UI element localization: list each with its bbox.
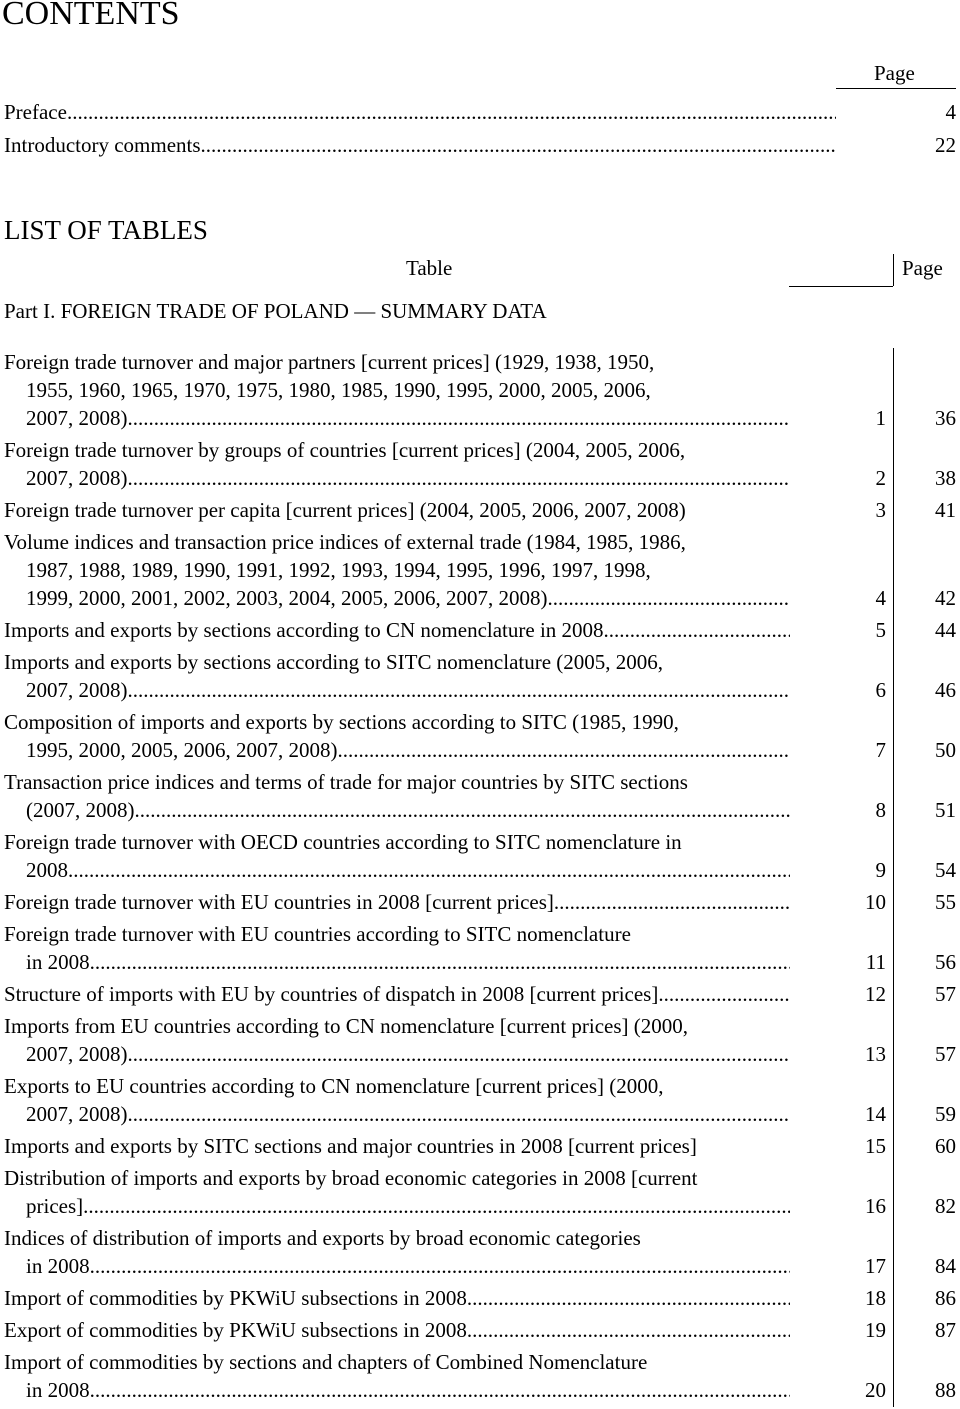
table-number: 9 — [875, 858, 886, 882]
table-title-text: 2007, 2008) — [26, 678, 128, 702]
dot-leader — [554, 888, 790, 916]
dot-leader — [83, 1192, 790, 1220]
table-title-line — [4, 920, 631, 948]
table-title-line — [4, 1012, 688, 1040]
table-title-line — [4, 496, 686, 524]
dot-leader — [201, 132, 836, 158]
table-title-text: prices] — [26, 1194, 84, 1218]
table-title-line — [4, 708, 679, 736]
table-title-text: Foreign trade turnover with OECD countries according to SITC nomenclature in — [4, 830, 682, 854]
table-title-text: 1987, 1988, 1989, 1990, 1991, 1992, 1993, 1994, 1995, 1996, 1997, 1998, — [26, 558, 651, 582]
page-number: 38 — [935, 466, 956, 490]
dot-leader — [90, 1252, 790, 1280]
table-number: 15 — [865, 1134, 886, 1158]
table-title-line — [4, 888, 790, 916]
table-title-line — [26, 948, 790, 976]
page-number: 42 — [935, 586, 956, 610]
table-number: 13 — [865, 1042, 886, 1066]
table-number: 14 — [865, 1102, 886, 1126]
table-title-text: 2007, 2008) — [26, 466, 128, 490]
dot-leader — [467, 1284, 790, 1312]
table-number: 3 — [875, 498, 886, 522]
table-title-text: (2007, 2008) — [26, 798, 135, 822]
toc-item-page: 22 — [935, 133, 956, 157]
table-title-line — [26, 404, 790, 432]
toc-item-label: Preface — [4, 100, 67, 124]
table-title-line — [4, 1072, 664, 1100]
page-column-header: Page — [902, 256, 943, 280]
preface-page-header: Page — [874, 61, 915, 85]
table-title-text: 2007, 2008) — [26, 406, 128, 430]
toc-item-page: 4 — [945, 100, 956, 124]
column-divider — [893, 348, 894, 1407]
table-title-line — [26, 1040, 790, 1068]
dot-leader — [90, 948, 790, 976]
table-title-line — [26, 584, 790, 612]
page-number: 87 — [935, 1318, 956, 1342]
header-underline — [789, 286, 893, 287]
table-title-text: 2008 — [26, 858, 68, 882]
table-title-text: Import of commodities by sections and chapters of Combined Nomenclature — [4, 1350, 648, 1374]
dot-leader — [67, 99, 836, 125]
table-title-text: Foreign trade turnover per capita [current prices] (2004, 2005, 2006, 2007, 2008) — [4, 498, 686, 522]
table-title-text: Imports and exports by sections according to CN nomenclature in 2008 — [4, 618, 604, 642]
dot-leader — [128, 676, 791, 704]
table-title-line — [4, 980, 790, 1008]
table-title-line — [26, 556, 651, 584]
page-number: 84 — [935, 1254, 956, 1278]
table-title-line — [4, 1132, 697, 1160]
table-number: 19 — [865, 1318, 886, 1342]
dot-leader — [548, 584, 791, 612]
page-number: 41 — [935, 498, 956, 522]
table-title-text: in 2008 — [26, 950, 90, 974]
table-title-line — [26, 1376, 790, 1404]
table-title-line — [4, 436, 685, 464]
table-title-line — [26, 1252, 790, 1280]
toc-item-preface[interactable] — [4, 99, 956, 125]
table-title-line — [4, 828, 682, 856]
toc-item-label: Introductory comments — [4, 133, 201, 157]
toc-item-introductory-comments[interactable] — [4, 132, 956, 158]
table-number: 17 — [865, 1254, 886, 1278]
table-title-line — [26, 676, 790, 704]
table-title-text: Distribution of imports and exports by broad economic categories in 2008 [current — [4, 1166, 698, 1190]
table-title-text: Foreign trade turnover with EU countries according to SITC nomenclature — [4, 922, 631, 946]
table-title-text: Volume indices and transaction price indices of external trade (1984, 1985, 1986, — [4, 530, 686, 554]
table-title-text: Composition of imports and exports by sections according to SITC (1985, 1990, — [4, 710, 679, 734]
page-number: 88 — [935, 1378, 956, 1402]
table-title-text: Imports and exports by sections according to SITC nomenclature (2005, 2006, — [4, 650, 664, 674]
table-title-line — [26, 464, 790, 492]
table-title-text: 2007, 2008) — [26, 1102, 128, 1126]
table-title-line — [4, 648, 663, 676]
page-number: 57 — [935, 982, 956, 1006]
table-number: 1 — [875, 406, 886, 430]
table-title-text: Foreign trade turnover by groups of countries [current prices] (2004, 2005, 2006, — [4, 438, 686, 462]
table-title-text: in 2008 — [26, 1378, 90, 1402]
table-title-line — [4, 348, 654, 376]
page-number: 86 — [935, 1286, 956, 1310]
table-title-text: Imports and exports by SITC sections and major countries in 2008 [current prices] — [4, 1134, 697, 1158]
table-title-line — [4, 616, 790, 644]
dot-leader — [338, 736, 791, 764]
table-number: 20 — [865, 1378, 886, 1402]
page-number: 56 — [935, 950, 956, 974]
table-number: 2 — [875, 466, 886, 490]
page-number: 60 — [935, 1134, 956, 1158]
page-number: 55 — [935, 890, 956, 914]
table-number: 5 — [875, 618, 886, 642]
table-number: 11 — [865, 950, 886, 974]
list-of-tables-heading: LIST OF TABLES — [4, 215, 208, 245]
page-number: 54 — [935, 858, 956, 882]
dot-leader — [128, 404, 791, 432]
table-title-text: Transaction price indices and terms of trade for major countries by SITC sections — [4, 770, 688, 794]
table-title-line — [4, 1316, 790, 1344]
page-number: 57 — [935, 1042, 956, 1066]
dot-leader — [128, 1040, 791, 1068]
table-number: 6 — [875, 678, 886, 702]
part-heading: Part I. FOREIGN TRADE OF POLAND — SUMMARY DATA — [4, 299, 547, 323]
table-title-text: Indices of distribution of imports and exports by broad economic categories — [4, 1226, 641, 1250]
table-title-text: Foreign trade turnover with EU countries in 2008 [current prices] — [4, 890, 554, 914]
dot-leader — [90, 1376, 790, 1404]
table-number: 4 — [875, 586, 886, 610]
page-number: 44 — [935, 618, 956, 642]
table-number: 12 — [865, 982, 886, 1006]
table-title-text: Import of commodities by PKWiU subsections in 2008 — [4, 1286, 467, 1310]
page-title: CONTENTS — [2, 0, 180, 32]
table-title-text: 1955, 1960, 1965, 1970, 1975, 1980, 1985, 1990, 1995, 2000, 2005, 2006, — [26, 378, 651, 402]
page-number: 59 — [935, 1102, 956, 1126]
column-divider-header — [893, 254, 894, 286]
table-title-line — [26, 1192, 790, 1220]
table-title-text: Export of commodities by PKWiU subsections in 2008 — [4, 1318, 467, 1342]
table-title-line — [26, 376, 651, 404]
table-title-text: Foreign trade turnover and major partners [current prices] (1929, 1938, 1950, — [4, 350, 655, 374]
dot-leader — [128, 1100, 791, 1128]
table-title-line — [4, 1164, 697, 1192]
page-number: 50 — [935, 738, 956, 762]
dot-leader — [128, 464, 791, 492]
table-title-line — [26, 856, 790, 884]
table-title-text: 1995, 2000, 2005, 2006, 2007, 2008) — [26, 738, 338, 762]
page-number: 82 — [935, 1194, 956, 1218]
table-title-line — [4, 1224, 641, 1252]
preface-header-rule — [836, 88, 956, 89]
table-title-line — [26, 736, 790, 764]
table-number: 8 — [875, 798, 886, 822]
dot-leader — [604, 616, 790, 644]
page-number: 36 — [935, 406, 956, 430]
table-title-text: in 2008 — [26, 1254, 90, 1278]
table-number: 18 — [865, 1286, 886, 1310]
page-number: 46 — [935, 678, 956, 702]
dot-leader — [658, 980, 790, 1008]
table-title-line — [26, 1100, 790, 1128]
table-title-text: Imports from EU countries according to CN nomenclature [current prices] (2000, — [4, 1014, 689, 1038]
table-title-line — [4, 768, 688, 796]
table-title-line — [4, 528, 686, 556]
table-number: 7 — [875, 738, 886, 762]
table-number: 16 — [865, 1194, 886, 1218]
dot-leader — [135, 796, 791, 824]
table-title-line — [26, 796, 790, 824]
table-title-line — [4, 1348, 647, 1376]
page-number: 51 — [935, 798, 956, 822]
table-title-text: 2007, 2008) — [26, 1042, 128, 1066]
table-title-text: Structure of imports with EU by countries of dispatch in 2008 [current prices] — [4, 982, 659, 1006]
dot-leader — [467, 1316, 790, 1344]
table-title-text: 1999, 2000, 2001, 2002, 2003, 2004, 2005, 2006, 2007, 2008) — [26, 586, 548, 610]
table-title-text: Exports to EU countries according to CN nomenclature [current prices] (2000, — [4, 1074, 664, 1098]
table-column-header: Table — [406, 256, 453, 280]
table-title-line — [4, 1284, 790, 1312]
table-number: 10 — [865, 890, 886, 914]
dot-leader — [68, 856, 790, 884]
